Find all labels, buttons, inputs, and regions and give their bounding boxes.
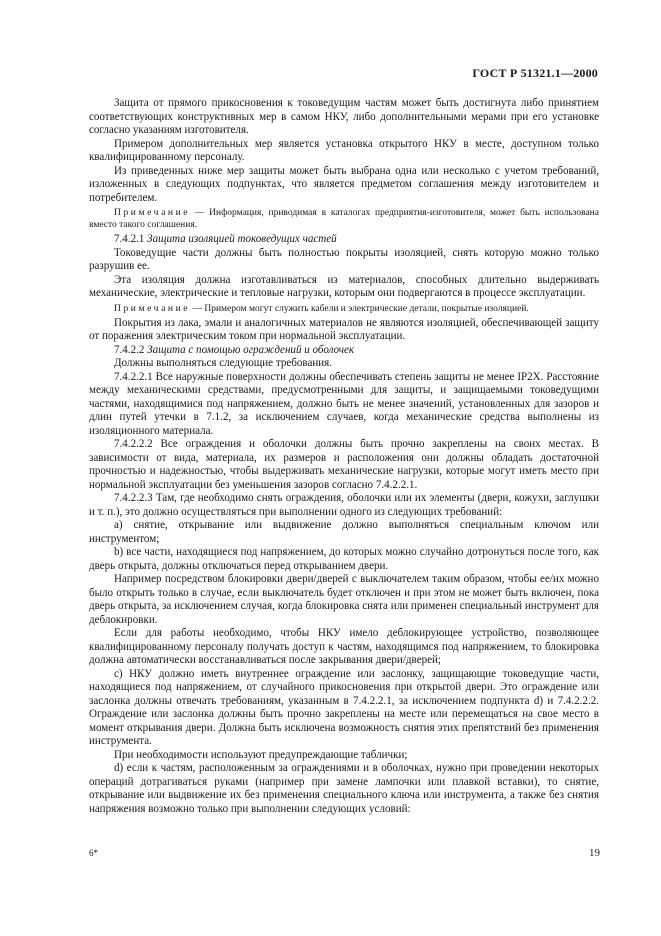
section-heading: [89, 344, 599, 358]
paragraph: Эта изоляция должна изготавливаться из материалов, способных длительно выдерживать механические, электрические и тепловые нагрузки, которым они подвергаются в процессе эксплуатации.: [89, 273, 599, 299]
section-title: Защита изоляцией токоведущих частей: [147, 233, 337, 245]
note-label: Примечание: [114, 303, 191, 314]
standard-header: ГОСТ Р 51321.1—2000: [472, 66, 598, 80]
signature-mark: 6*: [89, 848, 98, 858]
paragraph: Должны выполняться следующие требования.: [114, 357, 333, 369]
note-text: — Информация, приводимая в каталогах предприятия-изготовителя, может быть использована вместо такого соглашения.: [89, 208, 599, 230]
paragraph: Покрытия из лака, эмали и аналогичных материалов не являются изоляцией, обеспечивающей защиту от поражения электрическим током при нормальной эксплуатации.: [89, 316, 599, 342]
paragraph: Например посредством блокировки двери/дверей с выключателем таким образом, чтобы ее/их можно было открыть только в случае, если выключатель будет отключен и при этом не может быть включен, пока дверь открыта, за исключением случая, когда блокировка снята или применен специальный инструмент для деблокировки.: [89, 573, 599, 626]
list-item: с) НКУ должно иметь внутреннее ограждение или заслонку, защищающие токоведущие части, находящиеся под напряжением, от случайного прикосновения при открытой двери. Это ограждение или заслонка должны отвечать требованиям, указанным в 7.4.2.2.1, за исключением подпункта d) и 7.4.2.2.2. Ограждение или заслонка должны быть прочно закреплены на месте или перемещаться на свое место в момент открывания двери. Должна быть исключена возможность снятия этих препятствий без применения инструмента.: [89, 667, 599, 747]
note-label: Примечание: [114, 208, 191, 218]
paragraph: 7.4.2.2.1 Все наружные поверхности должны обеспечивать степень защиты не менее IP2X. Расстояние между механическими средствами, предусмотренными для защиты, и защищаемыми токоведущими частями, находящимися под напряжением, должно быть не менее значений, установленных для зазоров и длин путей утечки в 7.1.2, за исключением случаев, когда механические средства выполнены из изоляционного материала.: [89, 370, 599, 437]
paragraph: 7.4.2.2.2 Все ограждения и оболочки должны быть прочно закреплены на своих местах. В зависимости от вида, материала, их размеров и расположения они должны обладать достаточной прочностью и надежностью, чтобы выдерживать механические нагрузки, которые могут иметь место при нормальной эксплуатации без уменьшения зазоров согласно 7.4.2.2.1.: [89, 438, 599, 491]
list-item: b) все части, находящиеся под напряжением, до которых можно случайно дотронуться после того, как дверь открыта, должны отключаться перед открыванием двери.: [89, 546, 599, 572]
note: [89, 207, 599, 231]
paragraph: Токоведущие части должны быть полностью покрыты изоляцией, снять которую можно только разрушив ее.: [89, 246, 599, 272]
list-item: d) если к частям, расположенным за ограждениями и в оболочках, нужно при проведении некоторых операций дотрагиваться руками (например при замене лампочки или плавкой вставки), то снятие, открывание или выдвижение их без применения специального ключа или инструмента, а также без снятия напряжения возможно только при выполнении следующих условий:: [89, 762, 599, 815]
paragraph: Из приведенных ниже мер защиты может быть выбрана одна или несколько с учетом требований, изложенных в следующих подпунктах, что является предметом соглашения между изготовителем и потребителем.: [89, 164, 599, 204]
section-number: 7.4.2.2: [114, 343, 148, 356]
note: [89, 303, 599, 315]
list-item: а) снятие, открывание или выдвижение должно выполняться специальным ключом или инструментом;: [89, 519, 599, 545]
document-body: [89, 97, 599, 816]
note-text: — Примером могут служить кабели и электрические детали, покрытые изоляцией.: [190, 303, 529, 314]
section-title: Защита с помощью ограждений и оболочек: [147, 343, 355, 356]
section-heading: [89, 233, 599, 247]
paragraph: При необходимости используют предупреждающие таблички;: [114, 748, 408, 761]
paragraph: 7.4.2.2.3 Там, где необходимо снять ограждения, оболочки или их элементы (двери, кожухи, заглушки и т. п.), это должно осуществляться при выполнении одного из следующих требований:: [89, 492, 599, 518]
paragraph: Если для работы необходимо, чтобы НКУ имело деблокирующее устройство, позволяющее квалифицированному персоналу получать доступ к частям, находящимся под напряжением, то блокировка должна автоматически восстанавливаться после закрывания двери/дверей;: [89, 627, 599, 666]
page-number: 19: [589, 847, 600, 859]
section-number: 7.4.2.1: [114, 233, 148, 245]
paragraph: Защита от прямого прикосновения к токоведущим частям может быть достигнута либо принятием соответствующих конструктивных мер в самом НКУ, либо дополнительными мерами при его установке согласно указаниям изготовителя.: [89, 97, 599, 136]
paragraph: Примером дополнительных мер является установка открытого НКУ в месте, доступном только квалифицированному персоналу.: [89, 137, 599, 163]
